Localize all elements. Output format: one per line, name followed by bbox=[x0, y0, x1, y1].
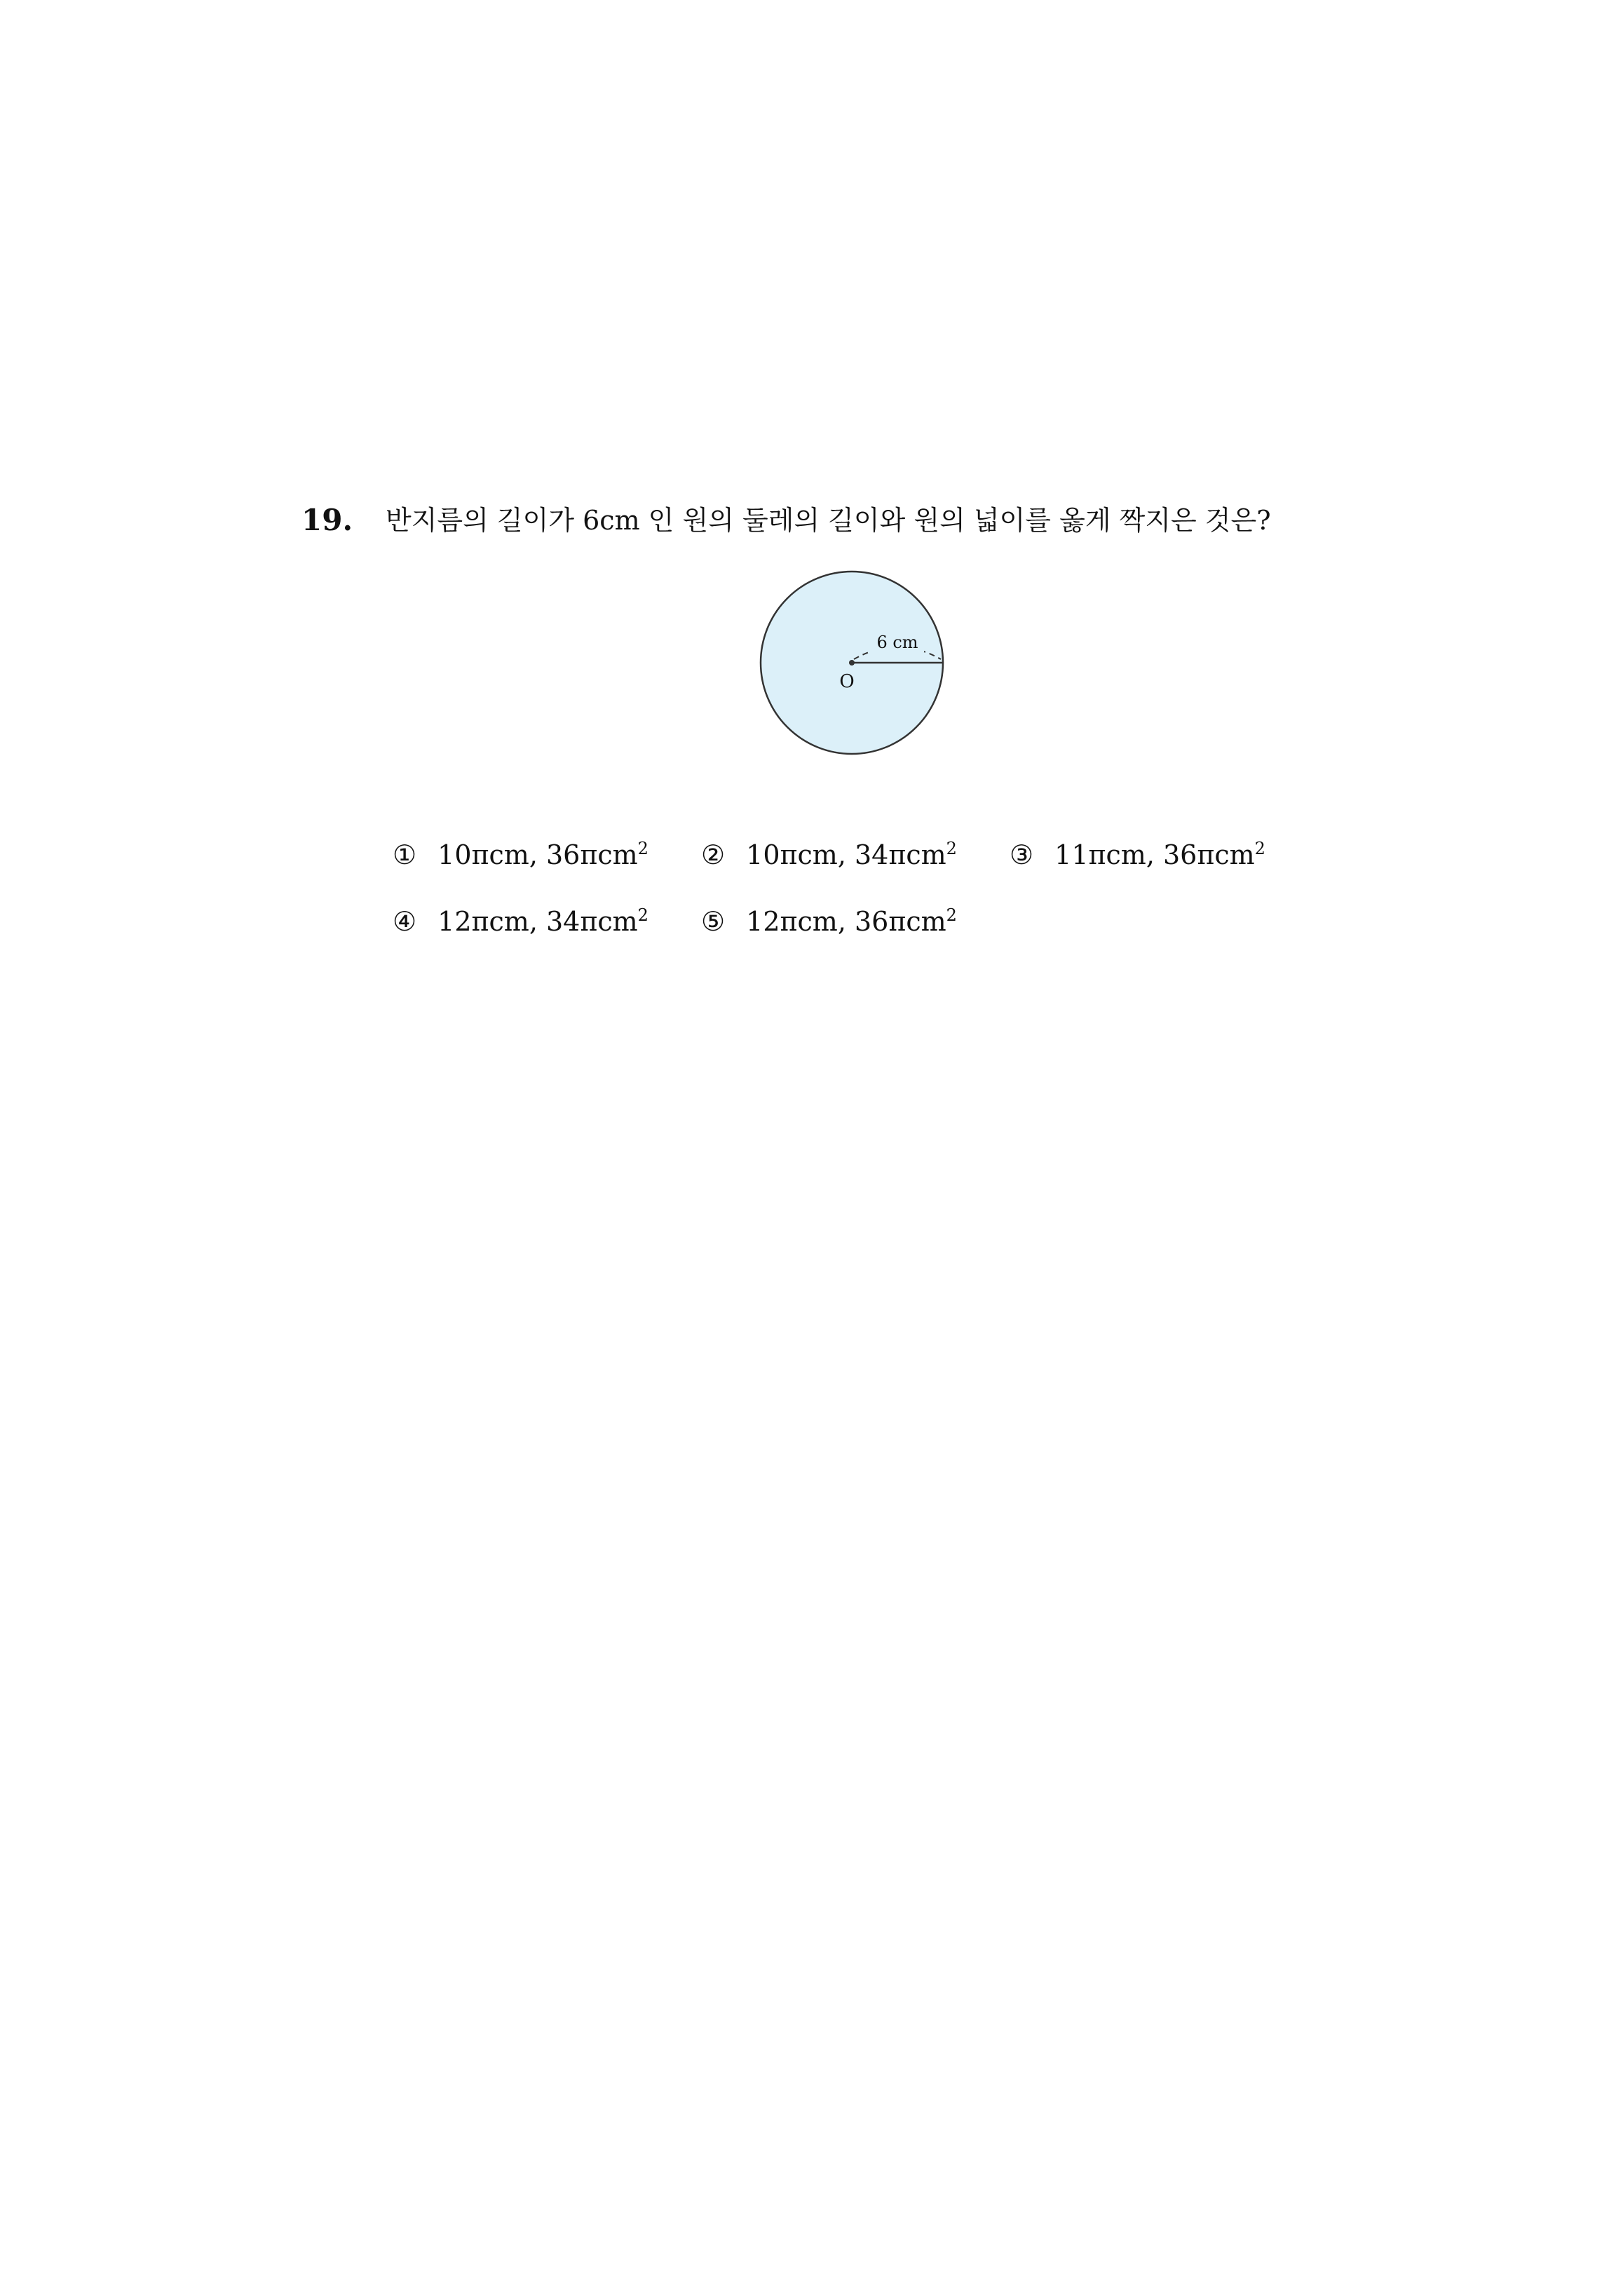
choice-4[interactable] bbox=[393, 894, 648, 943]
choice-1[interactable] bbox=[393, 828, 648, 876]
circle-diagram bbox=[750, 561, 953, 764]
choice-area: 36πcm bbox=[855, 906, 946, 937]
choice-marker: ⑤ bbox=[701, 906, 726, 937]
circle-figure bbox=[750, 561, 953, 764]
choice-area-exponent: 2 bbox=[637, 839, 648, 858]
choice-area: 36πcm bbox=[546, 839, 638, 870]
choice-marker: ③ bbox=[1010, 839, 1034, 870]
choice-marker: ① bbox=[393, 839, 417, 870]
choice-circumference: 10πcm, bbox=[746, 839, 846, 870]
choice-area-exponent: 2 bbox=[1254, 839, 1265, 858]
choice-circumference: 10πcm, bbox=[437, 839, 538, 870]
choice-area: 36πcm bbox=[1163, 839, 1255, 870]
radius-label: 6 cm bbox=[876, 633, 918, 652]
choice-circumference: 11πcm, bbox=[1054, 839, 1155, 870]
choice-area: 34πcm bbox=[855, 839, 946, 870]
choice-marker: ④ bbox=[393, 906, 417, 937]
choice-2[interactable] bbox=[701, 828, 957, 876]
choice-area-exponent: 2 bbox=[637, 905, 648, 925]
question-number: 19. bbox=[301, 503, 353, 537]
choice-area-exponent: 2 bbox=[946, 839, 957, 858]
choice-circumference: 12πcm, bbox=[437, 906, 538, 937]
choice-3[interactable] bbox=[1010, 828, 1265, 876]
choice-circumference: 12πcm, bbox=[746, 906, 846, 937]
center-point bbox=[849, 660, 855, 666]
choice-5[interactable] bbox=[701, 894, 957, 943]
choice-marker: ② bbox=[701, 839, 726, 870]
center-label: O bbox=[839, 671, 855, 692]
choice-area: 34πcm bbox=[546, 906, 638, 937]
question-text: 반지름의 길이가 6cm 인 원의 둘레의 길이와 원의 넓이를 옳게 짝지은 것은? bbox=[386, 505, 1271, 536]
choice-area-exponent: 2 bbox=[946, 905, 957, 925]
